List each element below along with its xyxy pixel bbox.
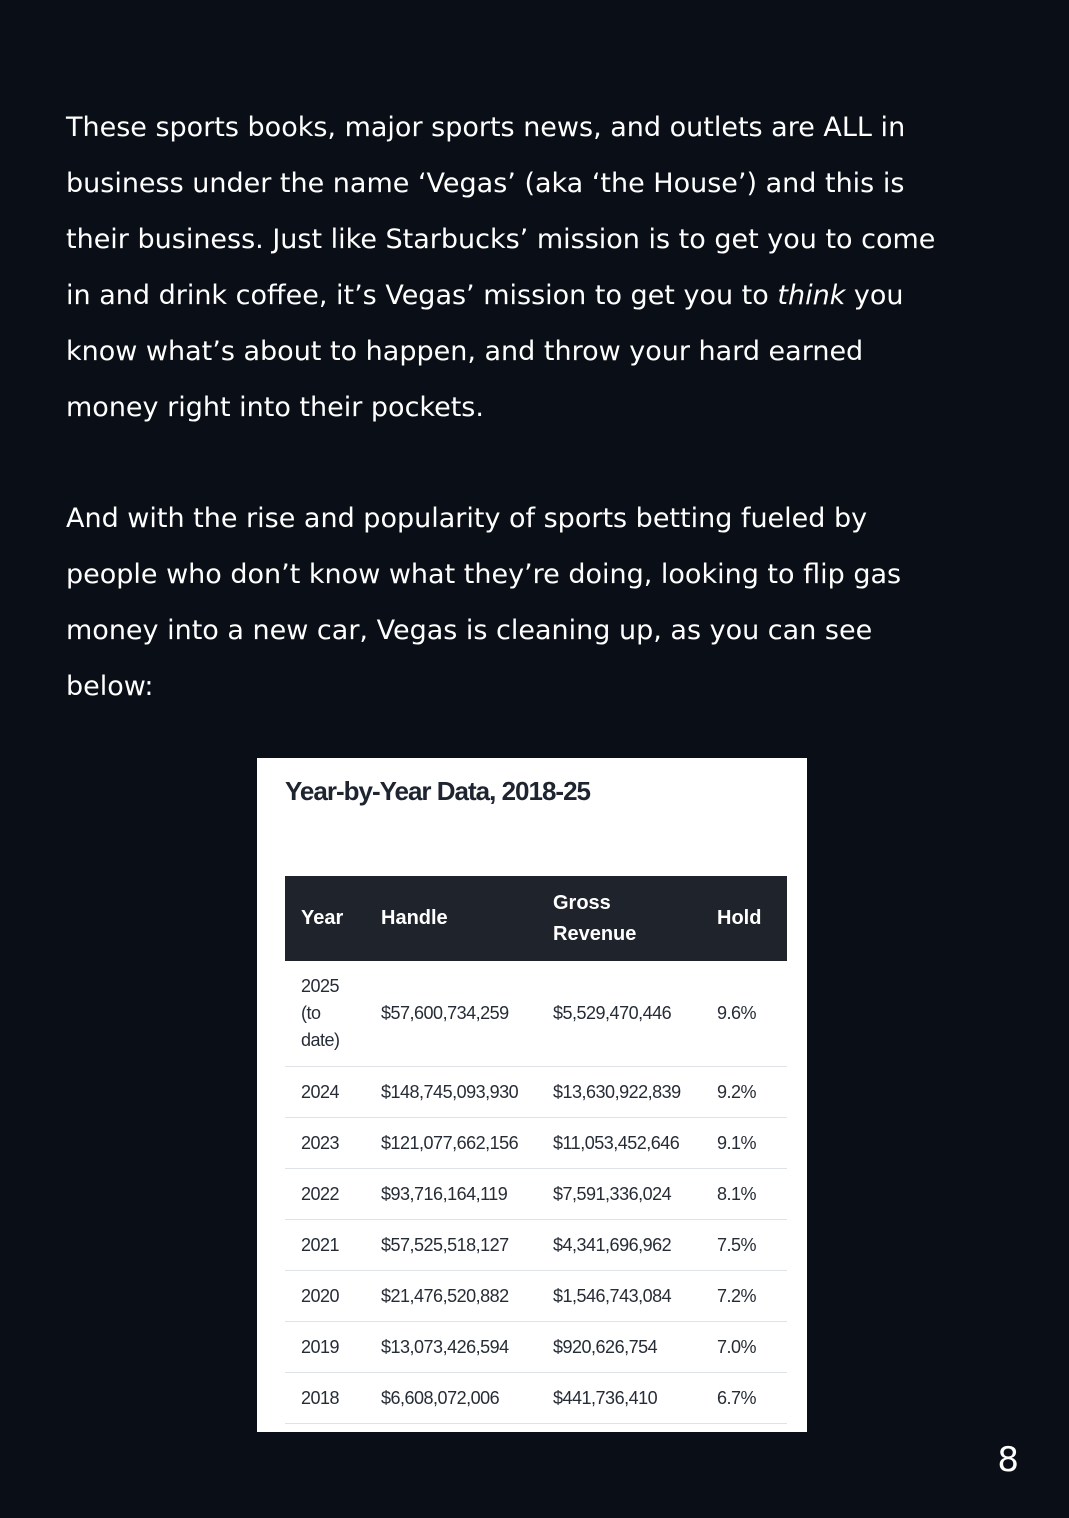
- cell-year: 2018: [285, 1373, 365, 1424]
- paragraph-betting-rise: [66, 491, 1016, 715]
- table-row: [285, 1271, 787, 1322]
- paragraph-vegas-business: [66, 100, 1016, 436]
- emphasis-think: think: [777, 280, 846, 311]
- cell-gross-revenue: $920,626,754: [537, 1322, 701, 1373]
- cell-year-line: 2025: [301, 976, 340, 996]
- text-segment: in and drink coffee, it’s Vegas’ mission to get you to: [66, 280, 778, 311]
- cell-gross-revenue: $11,053,452,646: [537, 1118, 701, 1169]
- cell-handle: $121,077,662,156: [365, 1118, 537, 1169]
- text-line: money into a new car, Vegas is cleaning up, as you can see: [66, 615, 873, 646]
- text-line: business under the name ‘Vegas’ (aka ‘the House’) and this is: [66, 168, 905, 199]
- text-line: And with the rise and popularity of sports betting fueled by: [66, 503, 868, 534]
- cell-year: 2020: [285, 1271, 365, 1322]
- text-line: money right into their pockets.: [66, 392, 484, 423]
- table-row: [285, 1067, 787, 1118]
- text-segment: you: [845, 280, 904, 311]
- cell-hold: 7.0%: [701, 1322, 787, 1373]
- cell-hold: 9.1%: [701, 1118, 787, 1169]
- cell-hold: 9.6%: [701, 961, 787, 1067]
- cell-year-line: (to: [301, 1003, 321, 1023]
- cell-hold: 9.2%: [701, 1067, 787, 1118]
- text-line: their business. Just like Starbucks’ mission is to get you to come: [66, 224, 936, 255]
- header-gross-revenue: [537, 876, 701, 961]
- cell-handle: $13,073,426,594: [365, 1322, 537, 1373]
- cell-gross-revenue: $13,630,922,839: [537, 1067, 701, 1118]
- text-line: below:: [66, 671, 154, 702]
- cell-year: 2021: [285, 1220, 365, 1271]
- header-hold: Hold: [717, 907, 762, 929]
- text-line: [66, 268, 1016, 324]
- cell-hold: 7.5%: [701, 1220, 787, 1271]
- header-gross-revenue-line1: Gross: [553, 891, 611, 914]
- cell-gross-revenue: $441,736,410: [537, 1373, 701, 1424]
- cell-gross-revenue: $1,546,743,084: [537, 1271, 701, 1322]
- cell-gross-revenue: $7,591,336,024: [537, 1169, 701, 1220]
- text-line: people who don’t know what they’re doing, looking to flip gas: [66, 559, 902, 590]
- cell-hold: 6.7%: [701, 1373, 787, 1424]
- cell-year: 2022: [285, 1169, 365, 1220]
- table-row: [285, 1118, 787, 1169]
- cell-handle: $148,745,093,930: [365, 1067, 537, 1118]
- cell-handle: $93,716,164,119: [365, 1169, 537, 1220]
- cell-handle: $6,608,072,006: [365, 1373, 537, 1424]
- cell-hold: 8.1%: [701, 1169, 787, 1220]
- cell-year-line: date): [301, 1030, 340, 1050]
- table-row: [285, 1322, 787, 1373]
- cell-handle: $57,525,518,127: [365, 1220, 537, 1271]
- year-by-year-table: [285, 876, 787, 1424]
- page-number: 8: [997, 1440, 1019, 1480]
- table-header-row: [285, 876, 787, 961]
- cell-year: 2019: [285, 1322, 365, 1373]
- cell-hold: 7.2%: [701, 1271, 787, 1322]
- cell-handle: $57,600,734,259: [365, 961, 537, 1067]
- cell-gross-revenue: $4,341,696,962: [537, 1220, 701, 1271]
- table-row: [285, 1220, 787, 1271]
- table-row: [285, 1373, 787, 1424]
- cell-gross-revenue: $5,529,470,446: [537, 961, 701, 1067]
- cell-year: 2024: [285, 1067, 365, 1118]
- year-by-year-data-card: [257, 758, 807, 1432]
- header-gross-revenue-line2: Revenue: [553, 922, 637, 945]
- cell-handle: $21,476,520,882: [365, 1271, 537, 1322]
- table-row: [285, 1169, 787, 1220]
- text-line: know what’s about to happen, and throw your hard earned: [66, 336, 864, 367]
- text-line: These sports books, major sports news, and outlets are ALL in: [66, 112, 906, 143]
- header-handle: Handle: [381, 907, 448, 929]
- table-row: [285, 961, 787, 1067]
- cell-year: [285, 961, 365, 1067]
- table-title: Year-by-Year Data, 2018-25: [285, 776, 590, 806]
- cell-year: 2023: [285, 1118, 365, 1169]
- header-year: Year: [301, 907, 344, 929]
